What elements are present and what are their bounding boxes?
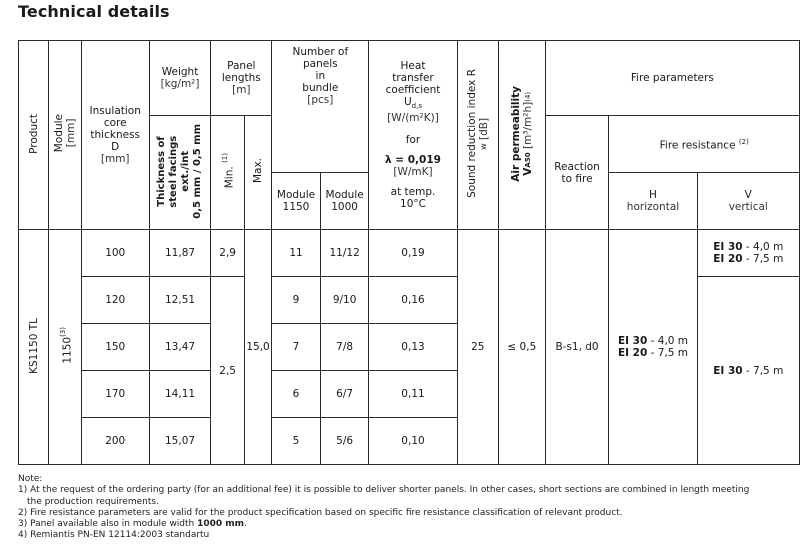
weight-value: 12,51 [149,277,211,324]
min-length-rest: 2,5 [211,277,244,465]
u-value: 0,11 [369,371,457,418]
bundle-1150: 7 [272,324,321,371]
header-fire-resistance: Fire resistance $^{(2)}$ [609,116,800,173]
note-4: 4) Remiantis PN-EN 12114:2003 standartu [18,530,210,541]
header-bundle: Number of panels in bundle [pcs] [272,41,369,173]
weight-value: 13,47 [149,324,211,371]
header-heat-transfer: Heat transfer coefficient $U_{d,s}$ [W/(m²K)] for λ = 0,019 [W/mK] at temp. 10°C [369,41,457,230]
weight-value: 14,11 [149,371,211,418]
fire-v-value-top: EI 30 - 4,0 m EI 20 - 7,5 m [697,230,799,277]
page-title: Technical details [18,2,170,21]
u-value: 0,16 [369,277,457,324]
u-value: 0,19 [369,230,457,277]
bundle-1150: 5 [272,418,321,465]
weight-value: 11,87 [149,230,211,277]
core-thickness: 150 [81,324,149,371]
module-cell: 1150$^{(3)}$ [49,230,81,465]
notes-heading: Note: [18,474,43,484]
core-thickness: 120 [81,277,149,324]
core-thickness: 100 [81,230,149,277]
header-reaction: Reaction to fire [545,116,609,230]
notes [18,474,798,542]
reaction-value: B-s1, d0 [545,230,609,465]
header-fire-parameters: Fire parameters [545,41,799,116]
fire-v-value-rest: EI 30 - 7,5 m [697,277,799,465]
header-min: Min. $^{(1)}$ [211,116,244,230]
header-max: Max. [244,116,271,230]
header-insulation: Insulation core thickness D [mm] [81,41,149,230]
note-1-cont: the production requirements. [27,496,159,507]
header-sound: Sound reduction index R w [dB] [457,41,499,230]
fire-h-value: EI 30 - 4,0 m EI 20 - 7,5 m [609,230,697,465]
bundle-1150: 6 [272,371,321,418]
u-value: 0,10 [369,418,457,465]
header-weight: Weight [kg/m²] [149,41,211,116]
header-bundle-1000: Module 1000 [320,173,369,230]
note-3: 3) Panel available also in module width 1000 mm. [18,519,247,530]
sound-value: 25 [457,230,499,465]
header-module: Module [mm] [49,41,81,230]
bundle-1000: 7/8 [320,324,369,371]
header-bundle-1150: Module 1150 [272,173,321,230]
core-thickness: 170 [81,371,149,418]
bundle-1150: 11 [272,230,321,277]
bundle-1150: 9 [272,277,321,324]
min-length: 2,9 [211,230,244,277]
header-steel-thickness: Thickness of steel facings ext./int 0,5 mm / 0,5 mm [149,116,211,230]
product-cell: KS1150 TL [19,230,49,465]
header-panel-lengths: Panel lengths [m] [211,41,272,116]
header-h: H horizontal [609,173,697,230]
air-value: ≤ 0,5 [499,230,546,465]
note-2: 2) Fire resistance parameters are valid for the product specification based on specific fire resistance classification of relevant product. [18,507,623,518]
core-thickness: 200 [81,418,149,465]
max-length: 15,0 [244,230,271,465]
header-v: V vertical [697,173,799,230]
bundle-1000: 11/12 [320,230,369,277]
bundle-1000: 9/10 [320,277,369,324]
bundle-1000: 5/6 [320,418,369,465]
header-product: Product [19,41,49,230]
note-1: 1) At the request of the ordering party (for an additional fee) it is possible to deliver shorter panels. In other cases, short sections are combined in length meeting [18,485,750,496]
bundle-1000: 6/7 [320,371,369,418]
weight-value: 15,07 [149,418,211,465]
table-row [19,230,800,277]
u-value: 0,13 [369,324,457,371]
technical-details-table [18,40,800,465]
header-air: Air permeability VA50 [m³/m²h](4) [499,41,546,230]
